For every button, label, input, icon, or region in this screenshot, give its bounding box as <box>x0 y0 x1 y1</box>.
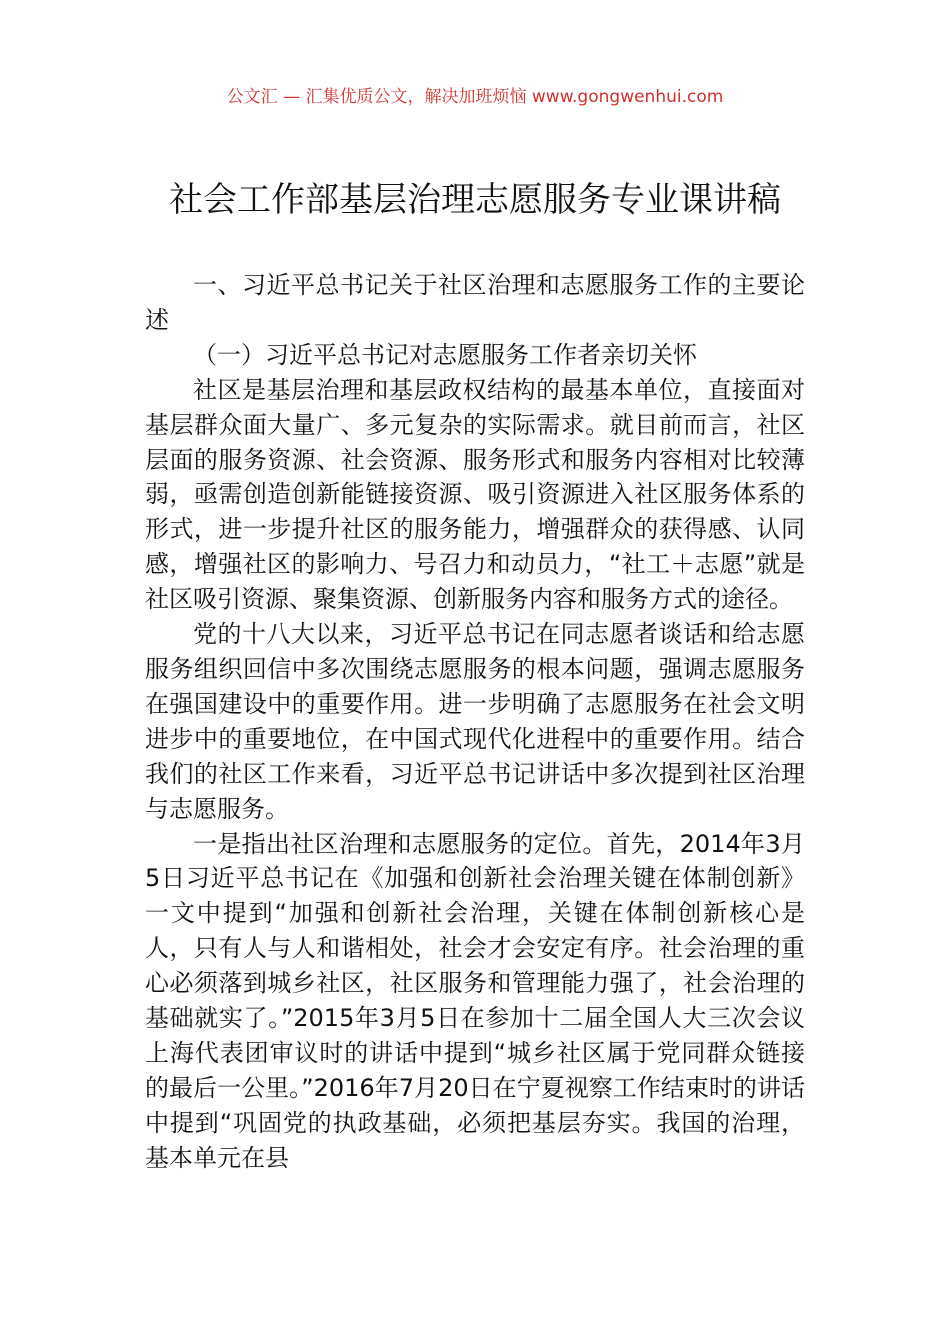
subsection-heading: （一）习近平总书记对志愿服务工作者亲切关怀 <box>193 340 697 369</box>
document-title: 社会工作部基层治理志愿服务专业课讲稿 <box>169 180 781 220</box>
document-body <box>145 268 805 1176</box>
body-paragraph: 社区是基层治理和基层政权结构的最基本单位，直接面对基层群众面大量广、多元复杂的实际需求。就目前而言，社区层面的服务资源、社会资源、服务形式和服务内容相对比较薄弱，亟需创造创新能链接资源、吸引资源进入社区服务体系的形式，进一步提升社区的服务能力，增强群众的获得感、认同感，增强社区的影响力、号召力和动员力，“社工＋志愿”就是社区吸引资源、聚集资源、创新服务内容和服务方式的途径。 <box>145 375 805 614</box>
site-header-banner: 公文汇 — 汇集优质公文，解决加班烦恼 www.gongwenhui.com <box>226 87 724 107</box>
section-heading: 一、习近平总书记关于社区治理和志愿服务工作的主要论述 <box>145 271 805 334</box>
body-paragraph: 一是指出社区治理和志愿服务的定位。首先，2014年3月5日习近平总书记在《加强和创新社会治理关键在体制创新》一文中提到“加强和创新社会治理，关键在体制创新核心是人，只有人与人和谐相处，社会才会安定有序。社会治理的重心必须落到城乡社区，社区服务和管理能力强了，社会治理的基础就实了。”2015年3月5日在参加十二届全国人大三次会议上海代表团审议时的讲话中提到“城乡社区属于党同群众链接的最后一公里。”2016年7月20日在宁夏视察工作结束时的讲话中提到“巩固党的执政基础，必须把基层夯实。我国的治理，基本单元在县 <box>145 829 805 1172</box>
body-paragraph: 党的十八大以来，习近平总书记在同志愿者谈话和给志愿服务组织回信中多次围绕志愿服务的根本问题，强调志愿服务在强国建设中的重要作用。进一步明确了志愿服务在社会文明进步中的重要地位，在中国式现代化进程中的重要作用。结合我们的社区工作来看，习近平总书记讲话中多次提到社区治理与志愿服务。 <box>145 620 805 823</box>
